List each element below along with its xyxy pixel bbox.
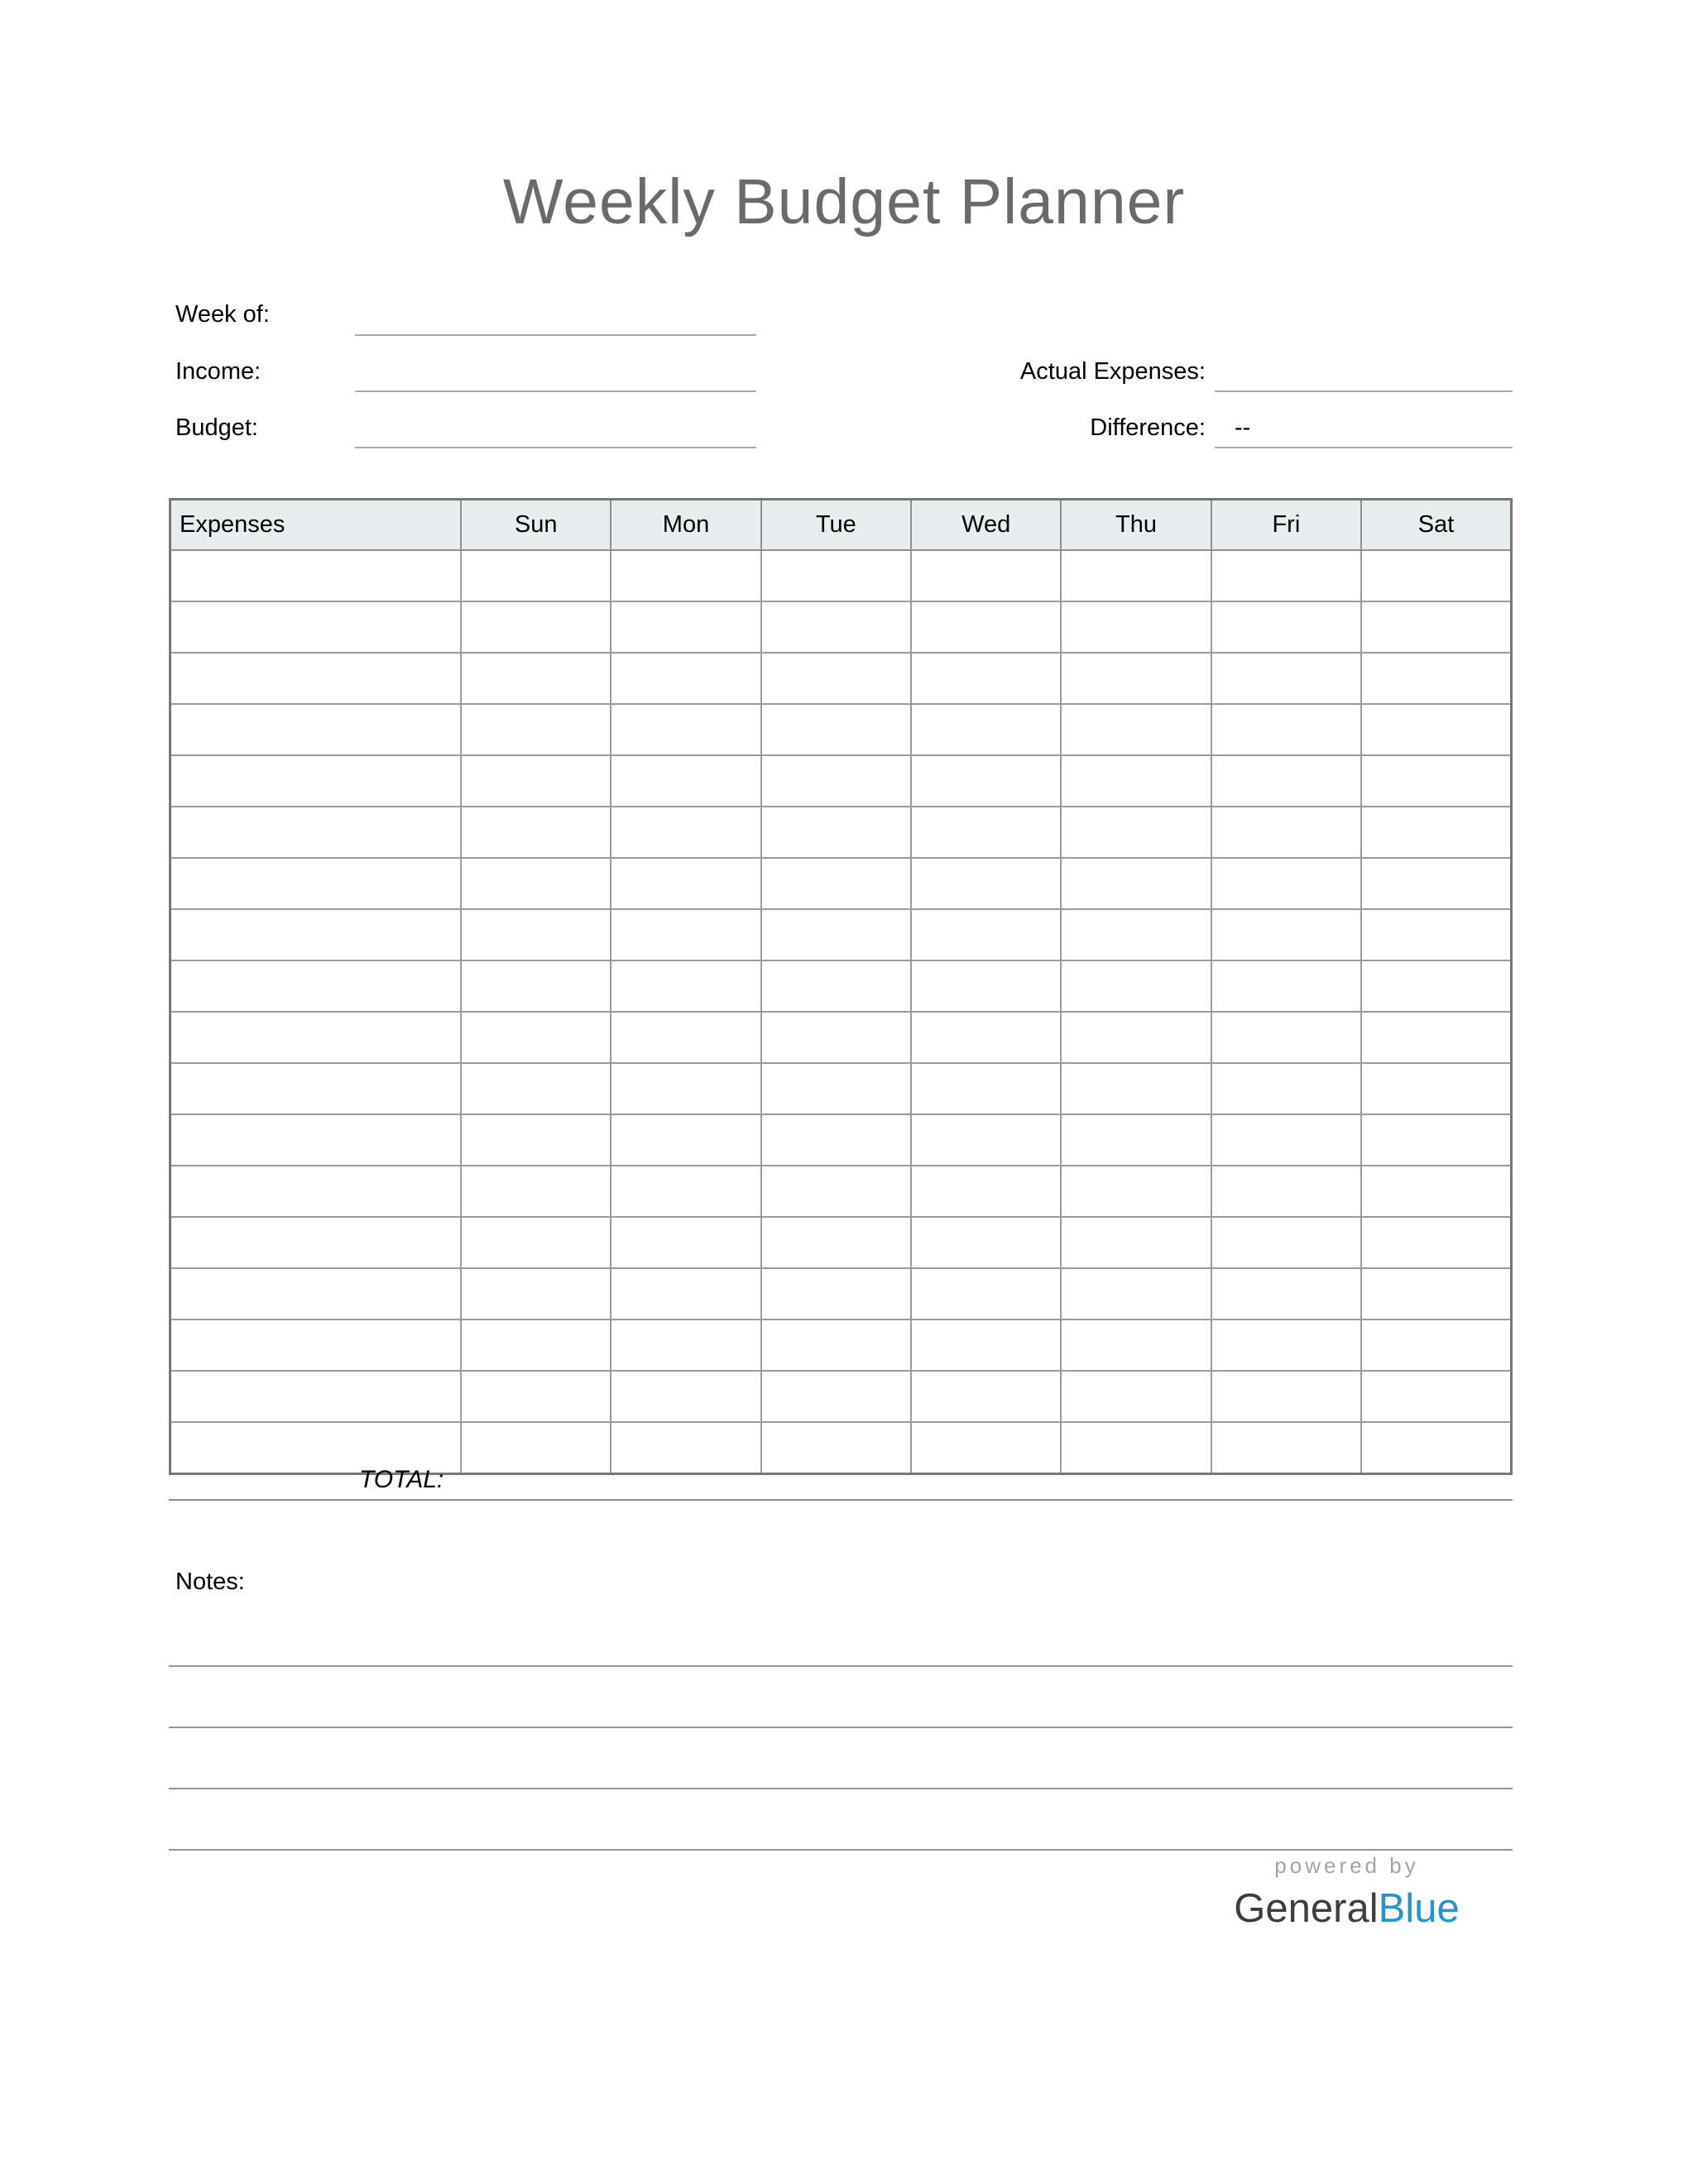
table-cell: [761, 1063, 911, 1114]
table-cell: [461, 960, 611, 1012]
table-cell: [611, 1166, 760, 1217]
table-cell: [761, 960, 911, 1012]
table-cell: [761, 858, 911, 909]
table-cell: [911, 858, 1061, 909]
table-cell: [1361, 653, 1511, 704]
table-cell: [911, 1012, 1061, 1063]
table-cell: [170, 1166, 462, 1217]
table-cell: [461, 550, 611, 601]
table-cell: [1361, 1320, 1511, 1371]
table-cell: [611, 1371, 760, 1422]
table-cell: [761, 1320, 911, 1371]
table-cell: [170, 1063, 462, 1114]
total-label: TOTAL:: [359, 1466, 444, 1493]
table-cell: [1211, 1217, 1361, 1268]
table-cell: [611, 550, 760, 601]
table-row: [170, 704, 1512, 755]
table-cell: [170, 960, 462, 1012]
table-cell: [911, 755, 1061, 807]
table-cell: [1061, 1166, 1211, 1217]
table-cell: [911, 960, 1061, 1012]
table-cell: [1211, 807, 1361, 858]
table-cell: [911, 1166, 1061, 1217]
table-cell: [1211, 909, 1361, 960]
week-of-field-line: [355, 334, 756, 336]
budget-label: Budget:: [175, 414, 258, 441]
table-cell: [461, 1012, 611, 1063]
table-cell: [170, 1012, 462, 1063]
table-cell: [170, 601, 462, 653]
expenses-table: [169, 498, 1513, 1475]
table-cell: [1211, 1114, 1361, 1166]
table-row: [170, 1320, 1512, 1371]
day-header-mon: Mon: [611, 500, 760, 551]
table-cell: [170, 1268, 462, 1320]
table-cell: [1211, 1422, 1361, 1474]
table-cell: [1361, 601, 1511, 653]
day-header-wed: Wed: [911, 500, 1061, 551]
table-cell: [1361, 1063, 1511, 1114]
table-cell: [1211, 858, 1361, 909]
table-cell: [461, 601, 611, 653]
table-cell: [461, 1217, 611, 1268]
week-of-label: Week of:: [175, 301, 270, 328]
table-row: [170, 1063, 1512, 1114]
table-cell: [1061, 755, 1211, 807]
note-line: [169, 1667, 1513, 1728]
table-cell: [461, 1422, 611, 1474]
table-cell: [170, 858, 462, 909]
table-cell: [1061, 550, 1211, 601]
table-cell: [1211, 1320, 1361, 1371]
table-cell: [911, 601, 1061, 653]
table-cell: [761, 653, 911, 704]
table-cell: [1061, 807, 1211, 858]
note-line: [169, 1789, 1513, 1851]
table-cell: [1361, 1268, 1511, 1320]
page-title: Weekly Budget Planner: [502, 166, 1186, 237]
table-cell: [1061, 1063, 1211, 1114]
table-cell: [1361, 807, 1511, 858]
table-cell: [1061, 909, 1211, 960]
table-cell: [611, 601, 760, 653]
table-cell: [1211, 601, 1361, 653]
table-cell: [911, 550, 1061, 601]
table-cell: [761, 1012, 911, 1063]
table-cell: [911, 1422, 1061, 1474]
table-cell: [1061, 858, 1211, 909]
table-cell: [911, 1371, 1061, 1422]
table-cell: [1061, 601, 1211, 653]
table-cell: [911, 1268, 1061, 1320]
table-cell: [761, 1166, 911, 1217]
table-cell: [611, 1012, 760, 1063]
day-header-tue: Tue: [761, 500, 911, 551]
actual-expenses-field-line: [1215, 390, 1513, 392]
table-cell: [1361, 858, 1511, 909]
table-cell: [611, 1217, 760, 1268]
table-row: [170, 858, 1512, 909]
table-cell: [1061, 1268, 1211, 1320]
table-cell: [611, 1422, 760, 1474]
table-cell: [1361, 1012, 1511, 1063]
income-label: Income:: [175, 358, 261, 385]
table-cell: [1061, 653, 1211, 704]
table-cell: [1361, 704, 1511, 755]
difference-label: Difference:: [1090, 414, 1206, 441]
table-cell: [1061, 960, 1211, 1012]
table-cell: [1211, 704, 1361, 755]
note-line: [169, 1728, 1513, 1789]
table-cell: [170, 807, 462, 858]
table-cell: [1061, 1371, 1211, 1422]
table-cell: [461, 755, 611, 807]
table-row: [170, 909, 1512, 960]
table-cell: [461, 1063, 611, 1114]
table-cell: [911, 909, 1061, 960]
table-cell: [761, 1217, 911, 1268]
notes-lines: [169, 1606, 1513, 1851]
table-cell: [1361, 1114, 1511, 1166]
table-cell: [761, 755, 911, 807]
table-cell: [1061, 1320, 1211, 1371]
table-cell: [611, 704, 760, 755]
total-line: [169, 1499, 1513, 1501]
table-cell: [170, 550, 462, 601]
table-cell: [761, 1422, 911, 1474]
brand-general-text: General: [1234, 1886, 1379, 1931]
table-cell: [911, 653, 1061, 704]
expenses-column-header: Expenses: [170, 500, 462, 551]
table-cell: [1061, 1217, 1211, 1268]
table-cell: [611, 1114, 760, 1166]
table-cell: [761, 909, 911, 960]
table-cell: [461, 1114, 611, 1166]
table-cell: [611, 1320, 760, 1371]
table-row: [170, 807, 1512, 858]
table-cell: [911, 1114, 1061, 1166]
table-row: [170, 601, 1512, 653]
powered-by-text: powered by: [1274, 1853, 1419, 1878]
table-row: [170, 550, 1512, 601]
table-cell: [1361, 1166, 1511, 1217]
table-cell: [761, 704, 911, 755]
day-header-sun: Sun: [461, 500, 611, 551]
table-cell: [170, 755, 462, 807]
table-cell: [611, 858, 760, 909]
table-header-row: [170, 500, 1512, 551]
table-row: [170, 960, 1512, 1012]
table-row: [170, 1166, 1512, 1217]
day-header-fri: Fri: [1211, 500, 1361, 551]
table-cell: [1211, 755, 1361, 807]
table-cell: [761, 1371, 911, 1422]
table-cell: [1061, 1422, 1211, 1474]
actual-expenses-label: Actual Expenses:: [1019, 358, 1206, 385]
day-header-thu: Thu: [1061, 500, 1211, 551]
table-cell: [170, 653, 462, 704]
table-row: [170, 653, 1512, 704]
table-cell: [1361, 909, 1511, 960]
table-cell: [1211, 1166, 1361, 1217]
table-cell: [761, 550, 911, 601]
table-cell: [461, 704, 611, 755]
table-row: [170, 1012, 1512, 1063]
notes-label: Notes:: [175, 1569, 245, 1595]
footer-brand: [1204, 1853, 1489, 1932]
table-cell: [611, 960, 760, 1012]
table-cell: [461, 1320, 611, 1371]
table-cell: [611, 653, 760, 704]
table-cell: [170, 1114, 462, 1166]
table-cell: [611, 1063, 760, 1114]
table-cell: [911, 704, 1061, 755]
table-cell: [1211, 960, 1361, 1012]
brand-blue-text: Blue: [1378, 1886, 1460, 1931]
table-row: [170, 1217, 1512, 1268]
table-row: [170, 1268, 1512, 1320]
table-cell: [911, 807, 1061, 858]
table-cell: [761, 1268, 911, 1320]
budget-field-line: [355, 447, 756, 448]
table-cell: [1361, 755, 1511, 807]
table-row: [170, 1114, 1512, 1166]
table-cell: [1211, 1063, 1361, 1114]
table-cell: [761, 1114, 911, 1166]
table-cell: [761, 601, 911, 653]
table-cell: [461, 1371, 611, 1422]
table-cell: [911, 1217, 1061, 1268]
table-row: [170, 1371, 1512, 1422]
table-cell: [1361, 960, 1511, 1012]
note-line: [169, 1606, 1513, 1667]
day-header-sat: Sat: [1361, 500, 1511, 551]
table-cell: [611, 909, 760, 960]
generalblue-logo: [1204, 1885, 1489, 1932]
table-cell: [1061, 1012, 1211, 1063]
table-cell: [611, 755, 760, 807]
table-cell: [611, 1268, 760, 1320]
table-cell: [461, 909, 611, 960]
table-cell: [461, 653, 611, 704]
table-cell: [170, 1371, 462, 1422]
table-cell: [611, 807, 760, 858]
table-cell: [1361, 550, 1511, 601]
table-cell: [761, 807, 911, 858]
table-cell: [911, 1320, 1061, 1371]
difference-field-line: [1215, 447, 1513, 448]
table-cell: [461, 807, 611, 858]
table-cell: [461, 858, 611, 909]
table-cell: [1361, 1422, 1511, 1474]
table-row: [170, 755, 1512, 807]
table-cell: [1061, 1114, 1211, 1166]
table-cell: [1211, 1268, 1361, 1320]
table-cell: [1211, 550, 1361, 601]
table-cell: [170, 909, 462, 960]
table-cell: [1211, 1012, 1361, 1063]
table-cell: [1361, 1217, 1511, 1268]
table-cell: [461, 1166, 611, 1217]
income-field-line: [355, 390, 756, 392]
table-cell: [1361, 1371, 1511, 1422]
table-cell: [1211, 653, 1361, 704]
table-cell: [1211, 1371, 1361, 1422]
table-cell: [170, 704, 462, 755]
table-cell: [170, 1217, 462, 1268]
table-cell: [911, 1063, 1061, 1114]
difference-value: --: [1235, 414, 1251, 441]
table-cell: [1061, 704, 1211, 755]
table-cell: [461, 1268, 611, 1320]
table-cell: [170, 1320, 462, 1371]
